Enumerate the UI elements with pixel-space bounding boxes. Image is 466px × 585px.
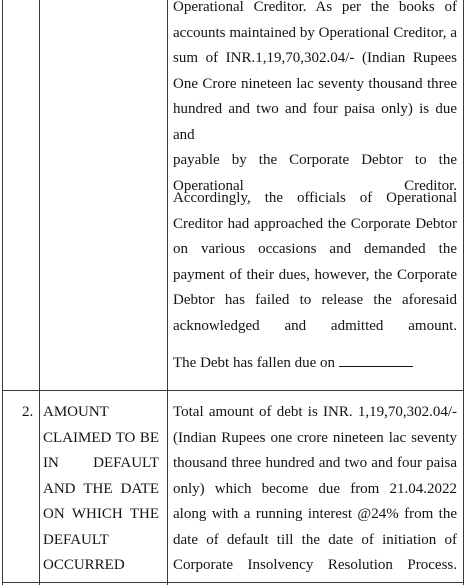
row-number: 2. [22, 404, 34, 420]
table-border-col2 [167, 0, 168, 585]
table-border-col1 [39, 0, 40, 585]
debt-due-line: The Debt has fallen due on [173, 351, 457, 377]
row-label: AMOUNT CLAIMED TO BE IN DEFAULT AND THE DATE ON WHICH THE DEFAULT OCCURRED [43, 404, 159, 573]
row-divider [2, 390, 464, 391]
blank-date-field [339, 365, 413, 367]
paragraph-debt-statement: Operational Creditor. As per the books of accounts maintained by Operational Creditor, a sum of INR.1,19,70,302.04/- (Indian Rupees One Crore nineteen lac seventy thousand three hundred and two and four paisa only) is due and payable by the Corporate Debtor to the Operational Creditor. [173, 0, 457, 194]
paragraph-approach-statement: Accordingly, the officials of Operational Creditor had approached the Corporate Debtor on various occasions and demanded the payment of their dues, however, the Corporate Debtor has failed to release the aforesaid acknowledged and admitted amount. [173, 190, 457, 334]
table-border-bottom [2, 582, 464, 583]
table-border-left [2, 0, 3, 585]
amount-claimed-content: Total amount of debt is INR. 1,19,70,302.04/- (Indian Rupees one crore nineteen lac seventy thousand three hundred and two and four paisa only) which become due from 21.04.2022 along with a running interest @24% from the date of default till the date of initiation of Corporate Insolvency Resolution Process. [173, 404, 457, 573]
table-border-right [463, 0, 464, 585]
